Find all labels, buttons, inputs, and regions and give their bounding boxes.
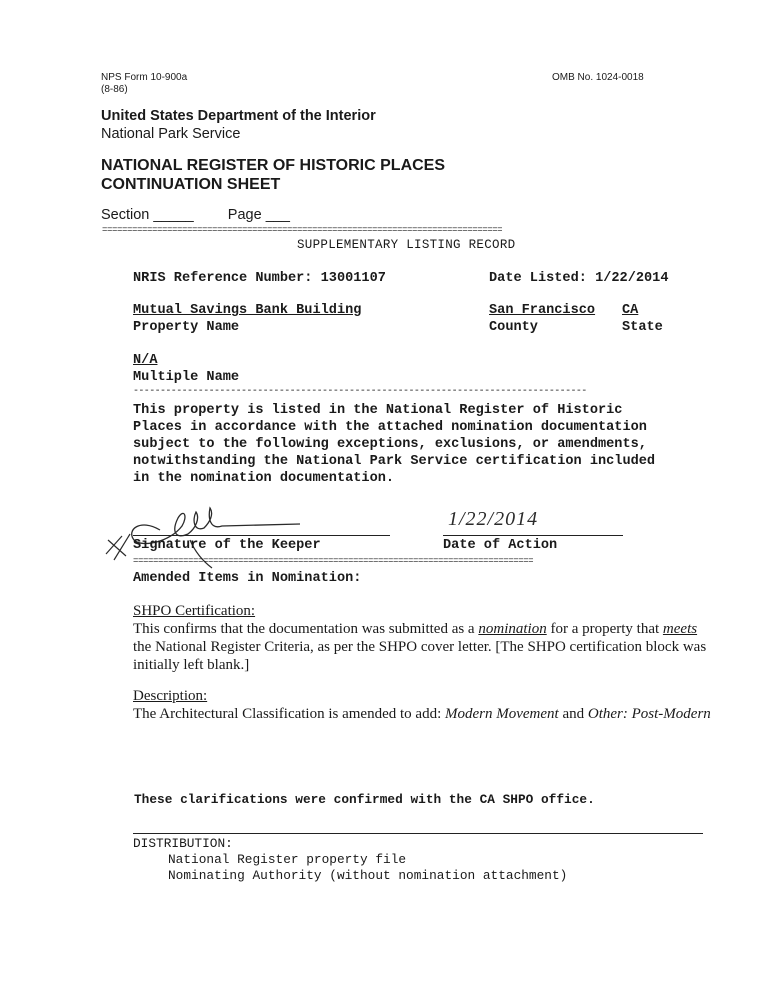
form-number: NPS Form 10-900a (101, 72, 188, 83)
section-field (101, 207, 290, 223)
distribution-list (168, 852, 567, 884)
distribution-item: Nominating Authority (without nomination attachment) (168, 868, 568, 883)
description-heading: Description: (133, 688, 208, 704)
form-title-line2: CONTINUATION SHEET (101, 176, 281, 193)
shpo-text-part: This confirms that the documentation was submitted as a (133, 621, 479, 637)
amended-items-heading: Amended Items in Nomination: (133, 571, 362, 586)
signature-label: Signature of the Keeper (133, 538, 321, 553)
omb-number: OMB No. 1024-0018 (552, 72, 644, 83)
nris-value: 13001107 (320, 271, 386, 286)
statement-line: in the nomination documentation. (133, 471, 395, 486)
section-label: Section (101, 207, 150, 223)
county-value: San Francisco (489, 303, 596, 318)
distribution-item: National Register property file (168, 852, 407, 867)
signature-line (133, 535, 390, 536)
description-modern-movement: Modern Movement (445, 706, 559, 722)
distribution-rule (133, 833, 703, 834)
clarification-note: These clarifications were confirmed with the CA SHPO office. (134, 792, 595, 807)
statement-line: This property is listed in the National Register of Historic (133, 403, 623, 418)
description-text (133, 706, 711, 723)
action-date-label: Date of Action (443, 538, 558, 553)
statement-line: Places in accordance with the attached nomination documentation (133, 420, 647, 435)
action-date-handwritten: 1/22/2014 (448, 508, 539, 530)
action-date-line (443, 535, 623, 536)
record-heading: SUPPLEMENTARY LISTING RECORD (297, 238, 516, 252)
distribution-heading: DISTRIBUTION: (133, 836, 233, 851)
form-title-line1: NATIONAL REGISTER OF HISTORIC PLACES (101, 157, 446, 174)
double-rule-top: ================================================================================ (102, 226, 503, 234)
service-name: National Park Service (101, 126, 241, 142)
nris-reference (133, 271, 386, 286)
dash-separator: ------------------------------------------------------------------------------------ (133, 388, 587, 396)
date-listed-label: Date Listed: (489, 271, 587, 286)
section-blank: _____ (153, 207, 194, 223)
multiple-name-value: N/A (133, 353, 158, 368)
property-name-value: Mutual Savings Bank Building (133, 303, 362, 318)
shpo-text (133, 620, 708, 674)
county-label: County (489, 320, 538, 335)
multiple-name-label: Multiple Name (133, 370, 240, 385)
shpo-text-part: the National Register Criteria, as per the SHPO cover letter. [The SHPO certification block was initially left blank.] (133, 639, 707, 673)
statement-line: subject to the following exceptions, exclusions, or amendments, (133, 437, 647, 452)
page-blank: ___ (265, 207, 290, 223)
double-rule-mid: ================================================================================ (133, 557, 534, 565)
shpo-text-part: for a property that (546, 621, 663, 637)
state-label: State (622, 320, 663, 335)
listing-statement (133, 402, 655, 487)
statement-line: notwithstanding the National Park Service certification included (133, 454, 656, 469)
shpo-text-meets: meets (662, 621, 698, 637)
description-text-part: The Architectural Classification is amended to add: (133, 706, 445, 722)
nris-label: NRIS Reference Number: (133, 271, 313, 286)
department-name: United States Department of the Interior (101, 108, 376, 124)
date-listed (489, 271, 669, 286)
description-post-modern: Other: Post-Modern (587, 706, 711, 722)
shpo-heading: SHPO Certification: (133, 603, 256, 619)
property-name-label: Property Name (133, 320, 240, 335)
shpo-text-nomination: nomination (478, 621, 547, 637)
description-text-part: and (558, 706, 588, 722)
date-listed-value: 1/22/2014 (595, 271, 669, 286)
page-label: Page (227, 207, 262, 223)
form-date: (8-86) (101, 84, 128, 95)
state-value: CA (622, 303, 639, 318)
